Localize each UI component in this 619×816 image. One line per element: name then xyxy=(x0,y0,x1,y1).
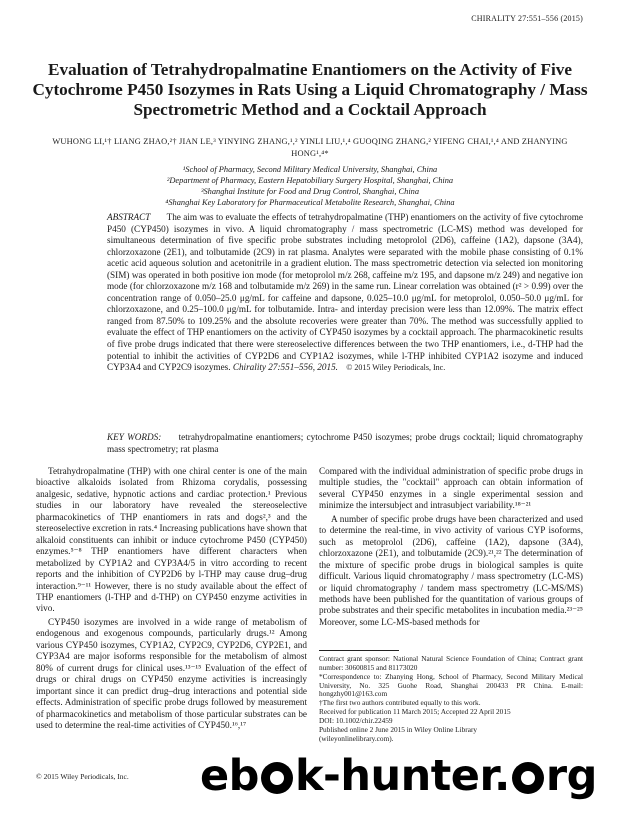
author-list: WUHONG LI,¹† LIANG ZHAO,²† JIAN LE,³ YINYING ZHANG,¹,² YINLI LIU,¹,⁴ GUOQING ZHANG,² YIFENG CHAI,¹,⁴ AND ZHANYING HONG¹,⁴* xyxy=(52,137,568,158)
footnotes xyxy=(319,655,583,743)
body-paragraph: Compared with the individual administration of specific probe drugs in multiple studies, the "cocktail" approach can obtain information of several CYP450 enzymes in a single experimental session and minimize the intersubject and intrasubject variability.¹⁸⁻²¹ xyxy=(319,466,583,511)
abstract-citation: Chirality 27:551–556, 2015. xyxy=(232,362,338,373)
copyright-footer: © 2015 Wiley Periodicals, Inc. xyxy=(36,772,129,781)
keywords-text: tetrahydropalmatine enantiomers; cytochrome P450 isozymes; probe drugs cocktail; liquid chromatography mass spectrometry; rat plasma xyxy=(107,432,583,454)
body-paragraph: CYP450 isozymes are involved in a wide range of metabolism of endogenous and exogenous compounds, particularly drugs.¹² Among various CYP450 isozymes, CYP1A2, CYP2C9, CYP2D6, CYP2E1, and CYP3A4 are major isoforms responsible for the metabolism of almost 80% of current drugs for clinical uses.¹³⁻¹⁵ Evaluation of the effect of drugs or chiral drugs on CYP450 enzyme activities is increasingly important since it can predict drug–drug interactions and potential side effects. Administration of specific probe drugs followed by measurement of pharmacokinetics and metabolism of those particular substrates can be used to determine the real-time activities of CYP450.¹⁶,¹⁷ xyxy=(36,616,307,730)
watermark-logo xyxy=(200,746,616,806)
abstract-label: ABSTRACT xyxy=(107,212,151,222)
keywords-label: KEY WORDS: xyxy=(107,432,162,442)
footnote-published: Published online 2 June 2015 in Wiley Online Library xyxy=(319,724,478,734)
watermark-part1: eb xyxy=(200,751,259,801)
watermark-part2: k-hunter. xyxy=(294,751,510,801)
body-left-column xyxy=(36,466,307,731)
watermark-circle xyxy=(512,762,544,794)
footnote-doi: DOI: 10.1002/chir.22459 xyxy=(319,715,393,725)
abstract xyxy=(107,212,583,374)
affiliation-2: ²Department of Pharmacy, Eastern Hepatobiliary Surgery Hospital, Shanghai, China xyxy=(166,176,454,185)
footnote-url: (wileyonlinelibrary.com). xyxy=(319,733,394,743)
affiliation-4: ⁴Shanghai Key Laboratory for Pharmaceutical Metabolite Research, Shanghai, China xyxy=(165,198,455,207)
affiliation-3: ³Shanghai Institute for Food and Drug Control, Shanghai, China xyxy=(200,187,420,196)
abstract-copyright: © 2015 Wiley Periodicals, Inc. xyxy=(346,363,446,373)
footnote-rule xyxy=(319,650,399,651)
paper-title: Evaluation of Tetrahydropalmatine Enantiomers on the Activity of Five Cytochrome P450 Isozymes in Rats Using a Liquid Chromatography / Mass Spectrometric Method and a Cocktail Approach xyxy=(32,60,588,119)
keywords xyxy=(107,432,583,455)
footnote-correspondence: *Correspondence to: Zhanying Hong, School of Pharmacy, Second Military Medical University, No. 325 Guohe Road, Shanghai 200433 PR China. E-mail: hongzhy001@163.com xyxy=(319,671,583,699)
watermark-circle xyxy=(261,762,293,794)
watermark-part3: rg xyxy=(545,751,597,801)
footnote-equal-contribution: †The first two authors contributed equally to this work. xyxy=(319,698,481,708)
footnote-received: Received for publication 11 March 2015; Accepted 22 April 2015 xyxy=(319,707,511,717)
affiliation-1: ¹School of Pharmacy, Second Military Medical University, Shanghai, China xyxy=(182,165,438,174)
body-right-column xyxy=(319,466,583,628)
footnote-grant: Contract grant sponsor: National Natural Science Foundation of China; Contract grant number: 30600815 and 81173020 xyxy=(319,654,583,672)
body-paragraph: A number of specific probe drugs have been characterized and used to determine the real-time, in vivo activity of various CYP isoforms, such as metoprolol (2D6), caffeine (1A2), dapsone (3A4), chlorzoxazone (2E1), and tolbutamide (2C9).²¹,²² The determination of the mixture of specific probe drugs in biological samples is quite difficult. Various liquid chromatography / mass spectrometry (LC-MS) or liquid chromatography / tandem mass spectrometry (LC-MS/MS) methods have been published for the quantitation of various groups of probe substrates and their specific metabolites in incubation media.²³⁻²⁵ Moreover, some LC-MS-based methods for xyxy=(319,513,583,627)
abstract-text: The aim was to evaluate the effects of tetrahydropalmatine (THP) enantiomers on the activity of five cytochrome P450 (CYP450) isozymes in vivo. A liquid chromatography / mass spectrometric (LC-MS) method was developed for simultaneous determination of five specific probe substrates including metoprolol (2D6), caffeine (1A2), dapsone (3A4), chlorzoxazone (2E1), and tolbutamide (2C9) in rat plasma. Analytes were separated with the mobile phase consisting of 0.1% acetic acid aqueous solution and acetonitrile in a gradient elution. The mass spectrometric detection via selected ion monitoring (SIM) was operated in both positive ion mode (for metoprolol m/z 268, caffeine m/z 195, and dapsone m/z 249) and negative ion mode (for chlorzoxazone m/z 168 and tolbutamide m/z 269) in the same run. Linear correlation was obtained (r² > 0.99) over the concentration range of 0.050–25.0 μg/mL for caffeine and dapsone, 0.025–10.0 μg/mL for metoprolol, 0.050–50.0 μg/mL for chlorzoxazone, and 0.25–100.0 μg/mL for tolbutamide. Intra- and interday precision were less than 12.09%. The matrix effect ranged from 87.50% to 109.25% and the absolute recoveries were greater than 70%. The method was successfully applied to evaluate the effect of THP enantiomers on the activity of CYP450 isozymes by a cocktail approach. The pharmacokinetic results of five probe drugs indicated that there were stereoselective differences between the two THP enantiomers, i.e., d-THP had the potential to inhibit the activities of CYP2D6 and CYP1A2 isozymes, while l-THP inhibited CYP1A2 isozyme and induced CYP3A4 and CYP2C9 isozymes. xyxy=(107,212,583,373)
body-paragraph: Tetrahydropalmatine (THP) with one chiral center is one of the main bioactive alkaloids isolated from Rhizoma corydalis, possessing analgesic, sedative, hypnotic actions and cardiac protection.¹ Previous studies in our laboratory have revealed the stereoselective pharmacokinetics of THP enantiomers in rats and dogs²,³ and the stereoselective excretion in rats.⁴ Increasing publications have shown that alkaloid constituents can inhibit or induce cytochrome P450 (CYP450) enzymes.⁵⁻⁸ THP enantiomers have different characters when metabolized by CYP1A2 and CYP3A4/5 in vitro according to recent reports and the inhibition of CYP2D6 by l-THP may cause drug–drug interaction.⁹⁻¹¹ However, there is no study available about the effect of THP enantiomers (l-THP and d-THP) on CYP450 enzyme activities in vivo. xyxy=(36,466,307,614)
journal-header: CHIRALITY 27:551–556 (2015) xyxy=(471,14,583,23)
affiliations xyxy=(40,164,580,208)
